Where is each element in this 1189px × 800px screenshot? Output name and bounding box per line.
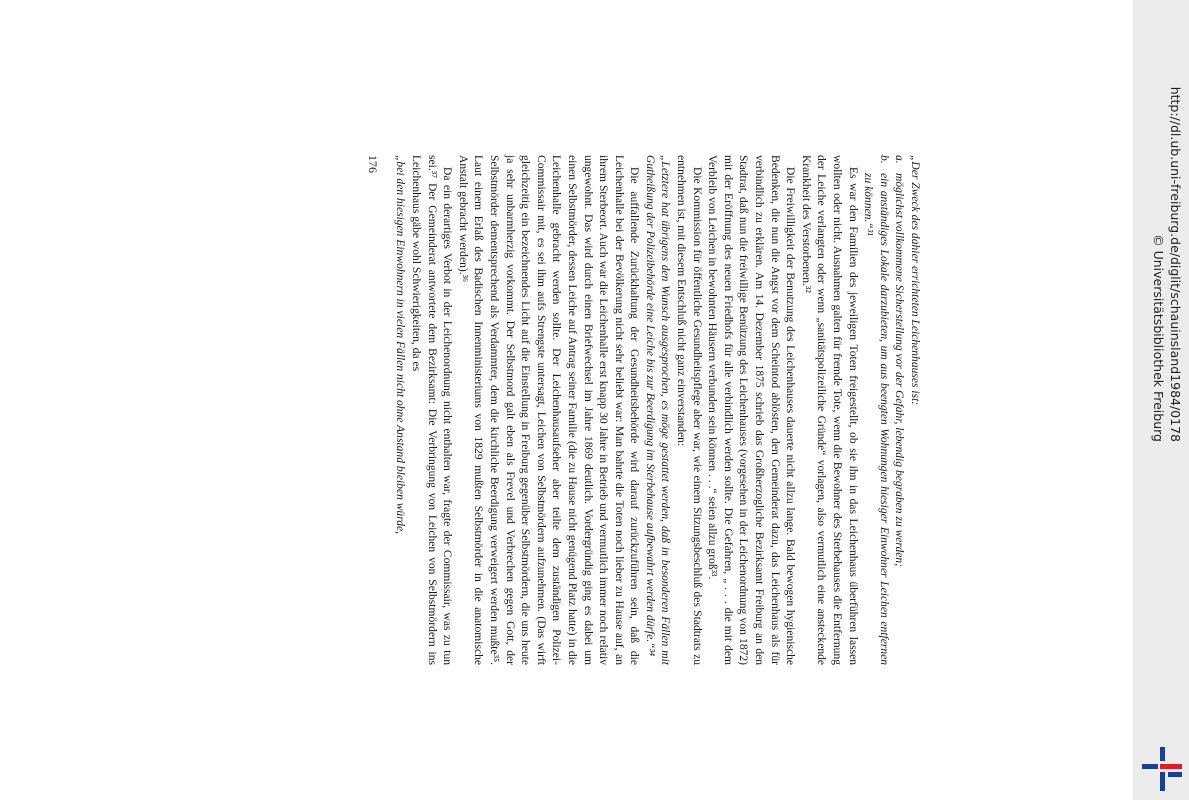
logo-bar-blue-top bbox=[1160, 747, 1165, 761]
paragraph bbox=[641, 155, 672, 665]
list-item-label: a. bbox=[893, 155, 906, 164]
logo-bar-blue-left bbox=[1142, 764, 1158, 769]
source-url-link[interactable]: http://dl.ub.uni-freiburg.de/diglit/schauinsland1984/0178 bbox=[1168, 86, 1183, 442]
paragraph bbox=[704, 155, 798, 665]
logo-bar-blue-lower bbox=[1160, 772, 1165, 791]
paragraph-text: möglichst vollkommene Sicherstellung vor der Gefahr, lebendig begraben zu werden; bbox=[893, 173, 906, 568]
scanned-page bbox=[192, 155, 922, 665]
logo-bar-blue-right bbox=[1168, 772, 1182, 777]
page-number: 176 bbox=[365, 155, 380, 173]
paragraph-text: Die Kommission für öffentliche Gesundheitspflege aber war, wie einem Sitzungsbeschluß des Stadtrats zu entnehmen ist, mit diesem Entschluß nicht ganz einverstanden: bbox=[675, 155, 703, 665]
paragraph bbox=[673, 155, 704, 665]
paragraph-text: Da ein derartiges Verbot in der Leichenordnung nicht enthalten war, fragte der Commissair, was zu tun sei.³⁷ Der Gemeinderat antwortete dem Bezirksamt: Die Verbringung von Leichen von Selbstmördern ins Leichenhaus gäbe wohl Schwierigkeiten, da es bbox=[410, 155, 454, 665]
paragraph-text: ein anständiges Lokale darzubieten, um aus beengten Wohnungen hiesiger Einwohner Leichen entfernen zu können.“³¹ bbox=[862, 173, 890, 665]
logo-bar-red-mid bbox=[1160, 764, 1182, 769]
paragraph bbox=[392, 155, 408, 665]
paragraph-text: Die Freiwilligkeit der Benutzung des Leichenhauses dauerte nicht allzu lange. Bald bewogen hygienische Bedenken, die nun die Angst vor dem Scheintod ablösten, den Gemeinderat dazu, das Leichenhaus als für verbindlich zu erklären. Am 14. Dezember 1875 schrieb das Großherzogliche Bezirksamt Freiburg an den Stadtrat, daß nun die freiwillige Benützung des Leichenhauses (vorgesehen in der Leichenordnung von 1872) mit der Eröffnung des neuen Friedhofs für alle verbindlich werden sollte. Die Gefahren, „ . . . die mit dem Verbleib von Leichen in bewohnten Häusern verbunden sein können . . .“ seien allzu groß³³. bbox=[706, 155, 797, 665]
paragraph bbox=[906, 155, 922, 665]
list-item bbox=[891, 155, 907, 665]
paragraph-text: Die auffallende Zurückhaltung der Gesundheitsbehörde wird darauf zurückzuführen sein, daß die Leichenhalle bei der Bevölkerung nicht sehr beliebt war: Man bahrte die Toten noch lieber zu Hause auf, an ihrem Sterbeort. Auch war die Leichenhalle erst knapp 30 Jahre in Betrieb und vermutlich immer noch relativ ungewohnt. Das wird durch einen Briefwechsel im Jahre 1869 deutlich. Vordergründig ging es dabei um einen Selbstmörder, dessen Leiche auf Antrag seiner Familie (die zu Hause nicht genügend Platz hatte) in die Leichenhalle gebracht werden sollte. Der Leichenhausaufseher aber teilte dem zuständigen Polizei-Commissair mit, es sei ihm aufs Strengste untersagt, Leichen von Selbstmördern aufzunehmen. (Das wirft gleichzeitig ein bezeichnendes Licht auf die Einstellung in Freiburg gegenüber Selbstmördern, die uns heute ja sehr unbarmherzig vorkommt. Der Selbstmord galt eben als Frevel und Verbrechen gegen Gott, der Selbstmörder dementsprechend als Verdammter, dem die kirchliche Beerdigung verweigert werden mußte³⁵. Laut einem Erlaß des Badischen Innenministeriums von 1829 mußten Selbstmörder in die anatomische Anstalt gebracht werden).³⁶ bbox=[456, 155, 641, 665]
list-item-label: b. bbox=[877, 155, 890, 164]
sidebar bbox=[1138, 0, 1184, 800]
paragraph bbox=[454, 155, 641, 665]
ub-freiburg-logo-icon bbox=[1140, 745, 1184, 793]
page-text bbox=[392, 155, 922, 665]
list-item bbox=[860, 155, 891, 665]
paragraph-text: „Letztere hat übrigens den Wunsch ausgesprochen, es möge gestattet werden, daß in besonderen Fällen mit Gutheißung der Polizeibehörde eine Leiche bis zur Beerdigung im Sterbehause aufbewahrt werden dürfe.“³⁴ bbox=[643, 155, 672, 665]
paragraph bbox=[407, 155, 454, 665]
paragraph-text: „bei den hiesigen Einwohnern in vielen Fällen nicht ohne Anstand bleiben würde, bbox=[394, 155, 407, 535]
paragraph bbox=[797, 155, 859, 665]
paragraph-text: „Der Zweck des dahier errichteten Leichenhauses ist: bbox=[909, 155, 921, 406]
paragraph-text: Es war den Familien des jeweiligen Toten freigestellt, ob sie ihn in das Leichenhaus überführen lassen wollten oder nicht. Ausnahmen galten für fremde Tote, wenn die Bewohner des Sterbehauses die Entfernung der Leiche verlangten oder wenn „sanitätspolizeiliche Gründe“ vorlagen, also vermutlich eine ansteckende Krankheit des Verstorbenen.³² bbox=[799, 155, 859, 665]
copyright-notice: © Universitätsbibliothek Freiburg bbox=[1151, 234, 1166, 442]
